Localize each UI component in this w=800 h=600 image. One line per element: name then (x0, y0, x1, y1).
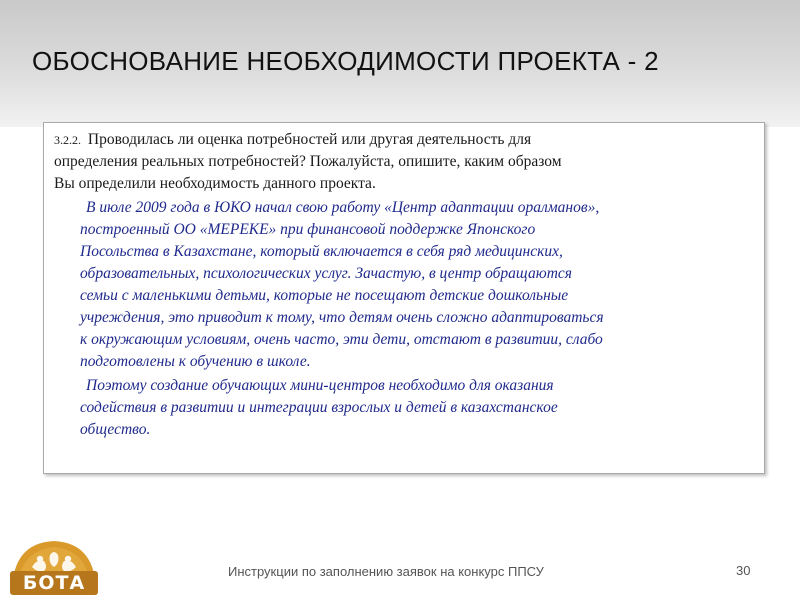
question-number: 3.2.2. (54, 133, 81, 147)
answer-line: подготовлены к обучению в школе. (80, 353, 311, 370)
answer-line: к окружающим условиям, очень часто, эти дети, отстают в развитии, слабо (80, 331, 603, 348)
answer-line: В июле 2009 года в ЮКО начал свою работу «Центр адаптации оралманов», (86, 199, 600, 216)
question-text (54, 129, 754, 195)
answer-line: Посольства в Казахстане, который включается в себя ряд медицинских, (80, 243, 563, 260)
footer-text: Инструкции по заполнению заявок на конкурс ППСУ (228, 564, 544, 579)
answer-line: содействия в развитии и интеграции взрослых и детей в казахстанское (80, 399, 558, 416)
answer-line: образовательных, психологических услуг. Зачастую, в центр обращаются (80, 265, 572, 282)
slide-title: ОБОСНОВАНИЕ НЕОБХОДИМОСТИ ПРОЕКТА - 2 (32, 46, 659, 76)
answer-line: учреждения, это приводит к тому, что детям очень сложно адаптироваться (80, 309, 604, 326)
question-line-1 (54, 129, 754, 151)
answer-paragraph-2 (80, 375, 764, 441)
page-number: 30 (736, 563, 751, 578)
content-box (43, 122, 765, 474)
question-line-1-text: Проводилась ли оценка потребностей или другая деятельность для (87, 131, 532, 148)
answer-line: семьи с маленькими детьми, которые не посещают детские дошкольные (80, 287, 569, 304)
question-line-2: определения реальных потребностей? Пожалуйста, опишите, каким образом (54, 153, 562, 170)
answer-line: Поэтому создание обучающих мини-центров необходимо для оказания (86, 377, 554, 394)
answer-line: построенный ОО «МЕРЕКЕ» при финансовой поддержке Японского (80, 221, 536, 238)
logo-text: БОТА (22, 572, 86, 594)
answer-paragraph-1 (80, 197, 764, 373)
answer-line: общество. (80, 421, 151, 438)
question-line-3: Вы определили необходимость данного проекта. (54, 175, 376, 192)
